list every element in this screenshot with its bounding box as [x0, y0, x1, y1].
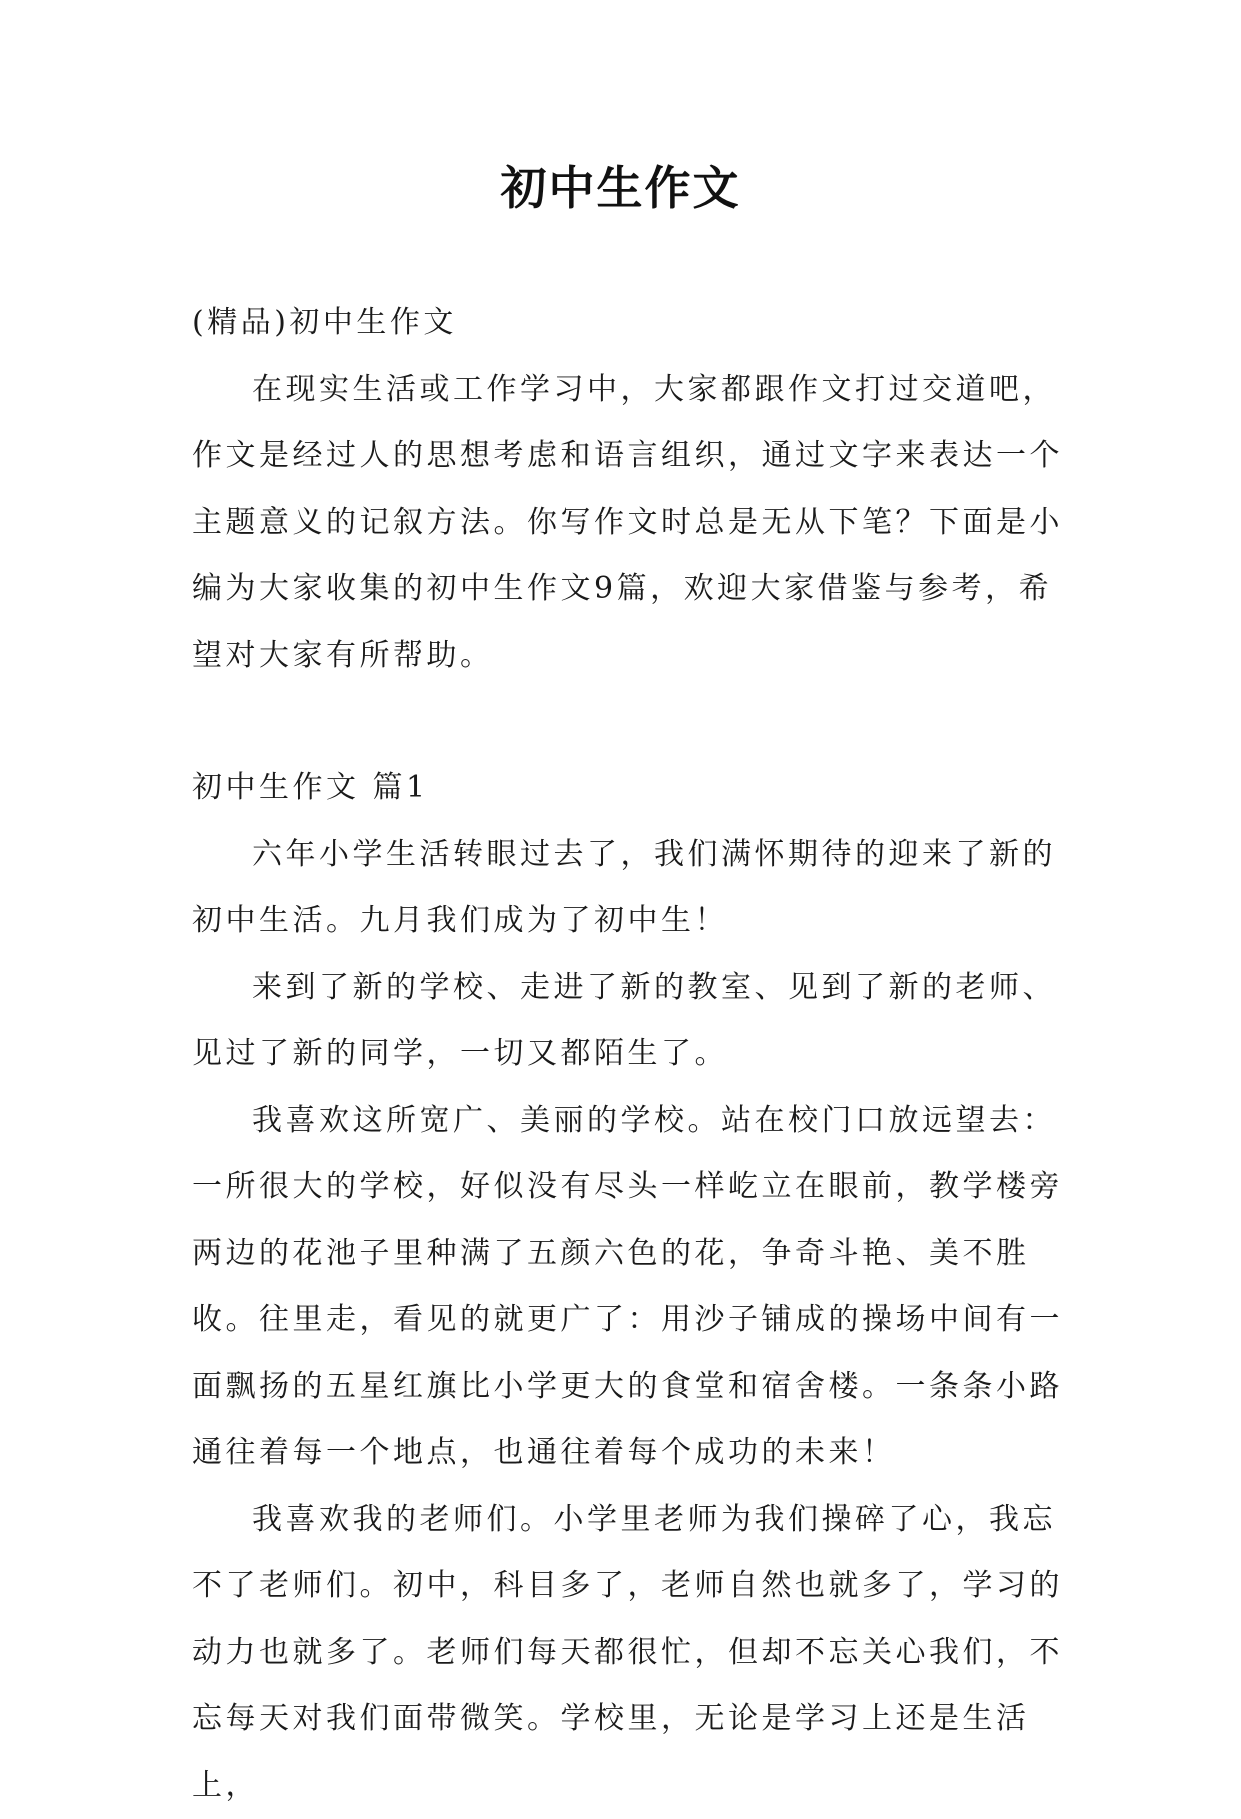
intro-paragraph: 在现实生活或工作学习中，大家都跟作文打过交道吧，作文是经过人的思想考虑和语言组织，通过文字来表达一个主题意义的记叙方法。你写作文时总是无从下笔？下面是小编为大家收集的初中生作文9篇，欢迎大家借鉴与参考，希望对大家有所帮助。 [192, 357, 1072, 690]
body-paragraph-3: 我喜欢这所宽广、美丽的学校。站在校门口放远望去：一所很大的学校，好似没有尽头一样屹立在眼前，教学楼旁两边的花池子里种满了五颜六色的花，争奇斗艳、美不胜收。往里走，看见的就更广了：用沙子铺成的操场中间有一面飘扬的五星红旗比小学更大的食堂和宿舍楼。一条条小路通往着每一个地点，也通往着每个成功的未来！ [192, 1088, 1072, 1487]
section-heading: 初中生作文 篇1 [192, 755, 1072, 822]
body-paragraph-4: 我喜欢我的老师们。小学里老师为我们操碎了心，我忘不了老师们。初中，科目多了，老师自然也就多了，学习的动力也就多了。老师们每天都很忙，但却不忘关心我们，不忘每天对我们面带微笑。学校里，无论是学习上还是生活上， [192, 1487, 1072, 1819]
document-subtitle: (精品)初中生作文 [192, 290, 1072, 357]
document-title: 初中生作文 [0, 152, 1241, 218]
section-spacer [192, 689, 1072, 755]
body-paragraph-2: 来到了新的学校、走进了新的教室、见到了新的老师、见过了新的同学，一切又都陌生了。 [192, 955, 1072, 1088]
document-body [192, 290, 1072, 1819]
body-paragraph-1: 六年小学生活转眼过去了，我们满怀期待的迎来了新的初中生活。九月我们成为了初中生！ [192, 822, 1072, 955]
